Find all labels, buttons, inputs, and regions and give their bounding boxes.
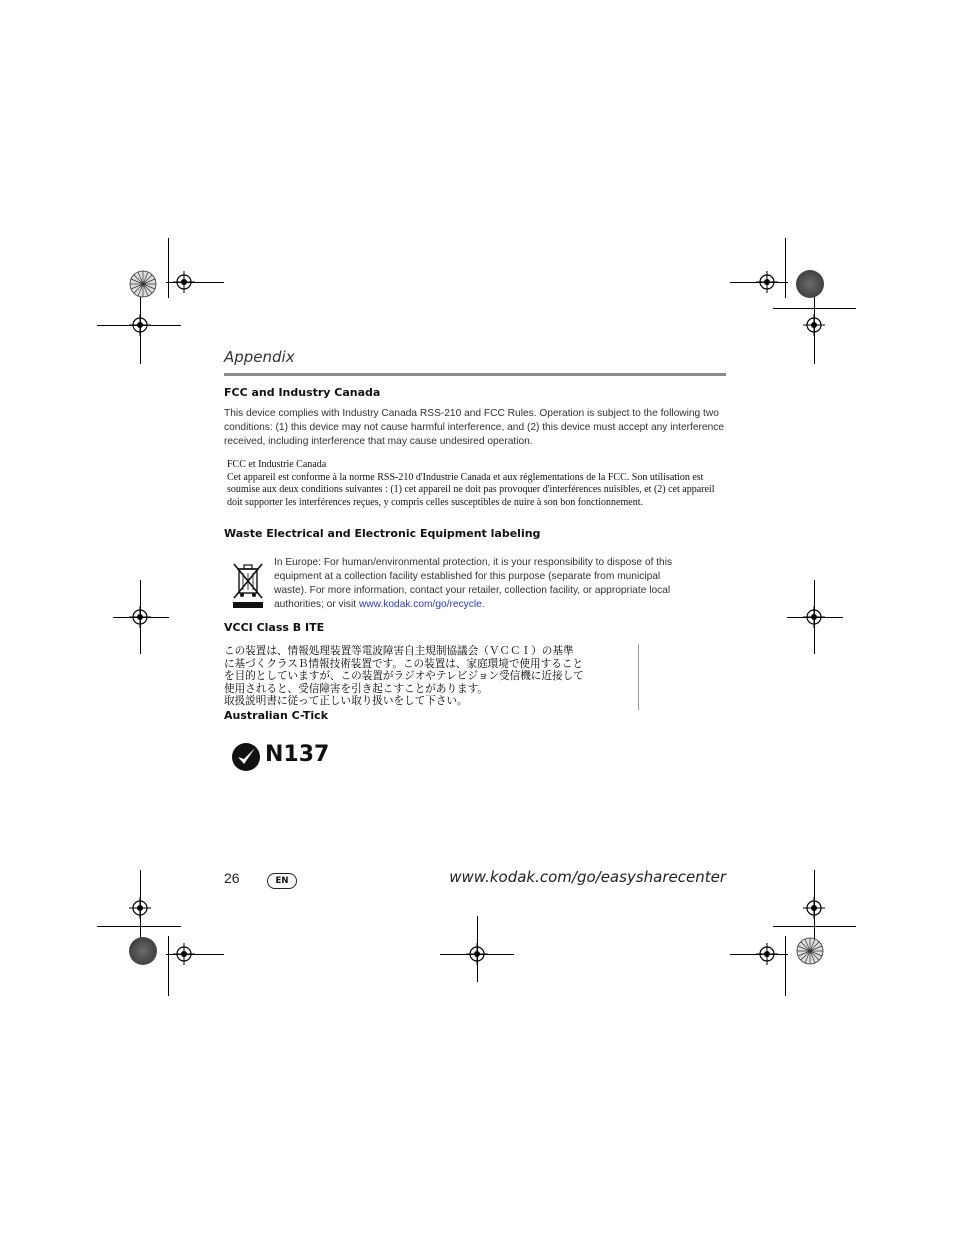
registration-target-icon <box>803 606 825 628</box>
crop-mark <box>773 308 856 309</box>
registration-target-icon <box>129 314 151 336</box>
fcc-text: This device complies with Industry Canada RSS-210 and FCC Rules. Operation is subject to the following two conditions: (1) this device may not cause harmful interference, and (2) this device must accept any interference received, including interference that may cause undesired operation. <box>224 408 724 447</box>
registration-target-icon <box>173 271 195 293</box>
vcci-line: 使用されると、受信障害を引き起こすことがあります。 <box>224 682 488 695</box>
vcci-line: に基づくクラスＢ情報技術装置です。この装置は、家庭環境で使用すること <box>224 657 584 670</box>
registration-target-icon <box>756 271 778 293</box>
density-disk-icon <box>129 937 157 965</box>
crop-mark <box>785 936 786 996</box>
vcci-line: この装置は、情報処理装置等電波障害自主規制協議会（ＶＣＣＩ）の基準 <box>224 645 574 657</box>
starburst-target-icon <box>129 270 157 298</box>
vcci-line: 取扱説明書に従って正しい取り扱いをして下さい。 <box>224 695 468 708</box>
vcci-border <box>638 644 639 710</box>
weee-text <box>274 556 694 612</box>
fcc-french-heading: FCC et Industrie Canada <box>227 459 327 470</box>
registration-target-icon <box>466 943 488 965</box>
registration-target-icon <box>803 897 825 919</box>
crop-mark <box>773 926 856 927</box>
weee-suffix: . <box>481 599 485 610</box>
registration-target-icon <box>173 943 195 965</box>
fcc-heading: FCC and Industry Canada <box>224 386 381 399</box>
language-badge: EN <box>267 873 297 889</box>
page-number: 26 <box>224 870 240 886</box>
registration-target-icon <box>803 314 825 336</box>
vcci-japanese-notice <box>224 645 629 709</box>
c-tick-mark-icon <box>231 742 261 772</box>
crop-mark <box>168 936 169 996</box>
fcc-french-text: Cet appareil est conforme à la norme RSS-210 d'Industrie Canada et aux réglementations de la FCC. Son utilisation est soumise aux deux conditions suivantes : (1) cet appareil ne doit pas provoquer d'interférences nuisibles, et (2) cet appareil doit supporter les interférences reçues, y compris celles susceptibles de nuire à son bon fonctionnement. <box>227 471 715 508</box>
recycle-link[interactable]: www.kodak.com/go/recycle <box>358 599 482 610</box>
ctick-code: N137 <box>265 742 330 767</box>
crop-mark <box>97 926 181 927</box>
crossed-out-wheelie-bin-icon <box>230 560 266 610</box>
header-rule <box>224 373 726 376</box>
ctick-heading: Australian C-Tick <box>224 709 329 722</box>
section-title: Appendix <box>224 348 295 366</box>
weee-heading: Waste Electrical and Electronic Equipment labeling <box>224 527 541 540</box>
fcc-french-notice <box>227 459 727 509</box>
footer-url[interactable]: www.kodak.com/go/easysharecenter <box>449 868 726 886</box>
registration-target-icon <box>129 606 151 628</box>
weee-body: In Europe: For human/environmental protection, it is your responsibility to dispose of this equipment at a collection facility established for this purpose (separate from municipal waste). For more information, contact your retailer, collection facility, or appropriate local authorities; or visit <box>274 557 673 610</box>
registration-target-icon <box>756 943 778 965</box>
crop-mark <box>168 238 169 298</box>
density-disk-icon <box>796 270 824 298</box>
vcci-line: を目的としていますが、この装置がラジオやテレビジョン受信機に近接して <box>224 670 584 683</box>
vcci-heading: VCCI Class B ITE <box>224 621 325 634</box>
registration-target-icon <box>129 897 151 919</box>
crop-mark <box>785 238 786 298</box>
starburst-target-icon <box>796 937 824 965</box>
